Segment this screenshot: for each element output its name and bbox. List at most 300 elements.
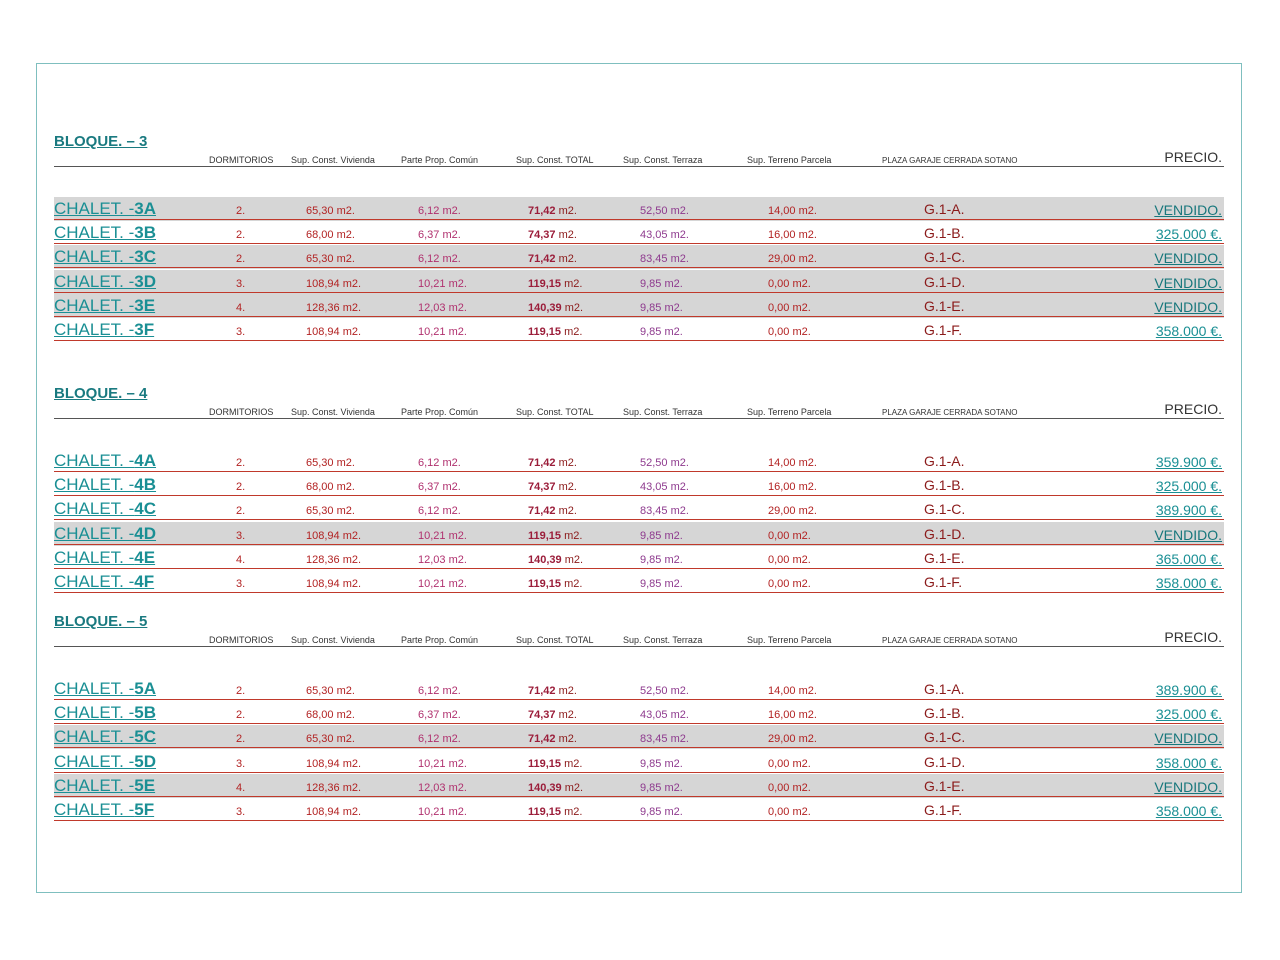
parte-comun-value: 12,03 m2. [418,781,467,794]
sup-parcela-value: 29,00 m2. [768,733,817,746]
chalet-id: 5D [134,751,157,771]
table-row [54,750,1224,774]
garaje-value: G.1-C. [924,729,966,746]
row-underline [54,471,1224,472]
sup-terraza-value: 9,85 m2. [640,806,683,818]
parte-comun-value: 6,12 m2. [418,205,461,217]
parte-comun-value: 6,12 m2. [418,505,461,518]
sup-terraza-value: 52,50 m2. [640,457,689,469]
sup-total-unit: m2. [561,277,583,290]
parte-comun-value: 6,37 m2. [418,229,461,242]
chalet-link[interactable] [54,247,156,267]
table-row [54,449,1224,473]
block-title: BLOQUE. – 3 [54,133,148,150]
chalet-id: 3C [134,247,157,267]
precio-link[interactable]: 359.900 €. [1155,454,1222,470]
parte-comun-value: 10,21 m2. [418,578,467,590]
row-underline [54,340,1224,341]
sup-total-number: 71,42 [528,685,556,697]
parte-comun-value: 6,12 m2. [418,733,461,746]
sup-terraza-value: 43,05 m2. [640,481,689,494]
header-dormitorios: DORMITORIOS [209,635,274,645]
precio-link[interactable]: VENDIDO. [1154,730,1222,747]
header-sup-total: Sup. Const. TOTAL [516,407,594,417]
parte-comun-value: 6,37 m2. [418,709,461,722]
dormitorios-value: 4. [236,781,246,794]
table-row [54,318,1224,342]
precio-link[interactable]: 325.000 €. [1155,706,1222,723]
dormitorios-value: 4. [236,301,246,314]
sup-terraza-value: 83,45 m2. [640,253,689,266]
sup-total-number: 71,42 [528,205,556,217]
garaje-value: G.1-B. [924,477,965,494]
header-sup-parcela: Sup. Terreno Parcela [747,635,832,645]
chalet-link[interactable] [54,776,155,796]
sup-total-unit: m2. [561,529,583,542]
parte-comun-value: 12,03 m2. [418,553,467,566]
chalet-prefix: CHALET. - [54,727,135,747]
row-underline [54,316,1224,317]
sup-vivienda-value: 65,30 m2. [306,205,355,217]
sup-vivienda-value: 65,30 m2. [306,253,355,266]
sup-vivienda-value: 65,30 m2. [306,457,355,469]
chalet-link[interactable] [54,548,155,568]
sup-terraza-value: 9,85 m2. [640,757,683,770]
sup-parcela-value: 14,00 m2. [768,205,817,217]
sup-total-number: 74,37 [528,229,556,242]
chalet-id: 5C [134,727,157,747]
chalet-prefix: CHALET. - [54,800,135,819]
precio-link[interactable]: 365.000 €. [1155,550,1222,567]
table-row [54,294,1224,318]
sup-total-number: 71,42 [528,457,556,469]
table-row [54,221,1224,245]
chalet-link[interactable] [54,727,156,747]
chalet-link[interactable] [54,223,156,243]
garaje-value: G.1-A. [924,201,965,217]
table-row [54,197,1224,221]
chalet-prefix: CHALET. - [54,547,135,567]
chalet-prefix: CHALET. - [54,703,135,723]
dormitorios-value: 2. [236,253,246,266]
sup-terraza-value: 52,50 m2. [640,205,689,217]
sup-vivienda-value: 108,94 m2. [306,757,362,770]
sup-total-value [528,457,577,469]
dormitorios-value: 2. [236,709,246,722]
row-underline [54,519,1224,520]
sup-total-value [528,733,577,745]
dormitorios-value: 3. [236,757,246,770]
header-dormitorios: DORMITORIOS [209,407,274,417]
sup-parcela-value: 16,00 m2. [768,481,817,494]
sup-vivienda-value: 108,94 m2. [306,277,362,290]
chalet-link[interactable] [54,296,155,316]
garaje-value: G.1-A. [924,453,965,469]
chalet-prefix: CHALET. - [54,271,135,291]
sup-parcela-value: 0,00 m2. [768,277,811,290]
row-underline [54,699,1224,700]
table-row [54,798,1224,822]
parte-comun-value: 10,21 m2. [418,529,467,542]
precio-link[interactable]: 358.000 €. [1155,754,1222,771]
sup-parcela-value: 29,00 m2. [768,253,817,266]
chalet-link[interactable] [54,752,156,772]
sup-terraza-value: 9,85 m2. [640,301,683,314]
sup-total-unit: m2. [555,229,577,242]
dormitorios-value: 3. [236,578,246,590]
chalet-prefix: CHALET. - [54,451,135,470]
chalet-prefix: CHALET. - [54,223,135,243]
precio-link[interactable]: VENDIDO. [1154,298,1222,315]
parte-comun-value: 10,21 m2. [418,277,467,290]
row-underline [54,723,1224,724]
header-sup-terraza: Sup. Const. Terraza [623,155,703,165]
dormitorios-value: 4. [236,553,246,566]
garaje-value: G.1-D. [924,525,966,542]
sup-vivienda-value: 128,36 m2. [306,553,362,566]
table-header [54,149,1224,167]
sup-total-number: 71,42 [528,505,556,518]
header-parte-comun: Parte Prop. Común [401,155,479,165]
header-garaje: PLAZA GARAJE CERRADA SOTANO [882,408,1018,417]
table-header [54,629,1224,647]
parte-comun-value: 6,37 m2. [418,481,461,494]
sup-parcela-value: 0,00 m2. [768,757,811,770]
dormitorios-value: 2. [236,685,246,697]
chalet-link[interactable] [54,272,156,292]
sup-vivienda-value: 65,30 m2. [306,505,355,518]
sup-parcela-value: 29,00 m2. [768,505,817,518]
sup-parcela-value: 14,00 m2. [768,685,817,697]
chalet-link[interactable] [54,320,154,340]
header-garaje: PLAZA GARAJE CERRADA SOTANO [882,636,1018,645]
precio-link[interactable]: 358.000 €. [1155,803,1222,819]
sup-total-unit: m2. [555,733,577,746]
chalet-prefix: CHALET. - [54,199,135,218]
chalet-prefix: CHALET. - [54,679,135,698]
sup-vivienda-value: 68,00 m2. [306,481,355,494]
row-underline [54,772,1224,773]
chalet-link[interactable] [54,451,156,471]
chalet-id: 5B [134,703,157,723]
precio-link[interactable]: VENDIDO. [1154,274,1222,291]
sup-total-value [528,326,582,338]
sup-total-number: 119,15 [528,578,562,590]
garaje-value: G.1-D. [924,273,966,290]
sup-total-value [528,278,582,290]
dormitorios-value: 3. [236,277,246,290]
sup-vivienda-value: 128,36 m2. [306,301,362,314]
table-row [54,701,1224,725]
header-parte-comun: Parte Prop. Común [401,407,479,417]
sup-terraza-value: 43,05 m2. [640,709,689,722]
dormitorios-value: 2. [236,733,246,746]
dormitorios-value: 2. [236,205,246,217]
garaje-value: G.1-B. [924,225,965,242]
sup-parcela-value: 14,00 m2. [768,457,817,469]
precio-link[interactable]: VENDIDO. [1154,526,1222,543]
garaje-value: G.1-C. [924,249,966,266]
row-underline [54,747,1224,748]
table-row [54,473,1224,497]
parte-comun-value: 10,21 m2. [418,757,467,770]
parte-comun-value: 6,12 m2. [418,685,461,697]
precio-link[interactable]: 325.000 €. [1155,478,1222,495]
sup-parcela-value: 16,00 m2. [768,229,817,242]
sup-total-unit: m2. [561,806,583,818]
sup-total-number: 74,37 [528,709,556,722]
sup-total-value [528,782,583,794]
dormitorios-value: 2. [236,505,246,518]
sup-parcela-value: 0,00 m2. [768,553,811,566]
garaje-value: G.1-F. [924,802,963,818]
header-sup-total: Sup. Const. TOTAL [516,155,594,165]
sup-total-unit: m2. [561,301,584,314]
precio-link[interactable]: VENDIDO. [1154,778,1222,795]
sup-total-number: 119,15 [528,326,562,338]
parte-comun-value: 6,12 m2. [418,253,461,266]
table-row [54,725,1224,749]
sup-terraza-value: 9,85 m2. [640,326,683,338]
sup-terraza-value: 9,85 m2. [640,553,683,566]
precio-link[interactable]: 358.000 €. [1155,323,1222,339]
precio-link[interactable]: VENDIDO. [1154,250,1222,267]
block-title: BLOQUE. – 4 [54,385,148,402]
garaje-value: G.1-D. [924,753,966,770]
header-precio: PRECIO. [1164,401,1222,417]
header-sup-total: Sup. Const. TOTAL [516,635,594,645]
sup-total-value [528,205,577,217]
precio-link[interactable]: 358.000 €. [1155,575,1222,591]
chalet-prefix: CHALET. - [54,523,135,543]
row-underline [54,292,1224,293]
garaje-value: G.1-B. [924,705,965,722]
sup-total-number: 119,15 [528,806,562,818]
chalet-link[interactable] [54,524,156,544]
dormitorios-value: 2. [236,229,246,242]
sup-total-value [528,685,577,697]
sup-vivienda-value: 108,94 m2. [306,806,362,818]
parte-comun-value: 12,03 m2. [418,301,467,314]
sup-total-number: 140,39 [528,301,562,314]
sup-total-number: 71,42 [528,253,556,266]
table-row [54,677,1224,701]
precio-link[interactable]: 389.900 €. [1155,682,1222,698]
sup-total-unit: m2. [555,505,577,518]
precio-link[interactable]: 389.900 €. [1155,502,1222,519]
garaje-value: G.1-E. [924,549,965,566]
chalet-id: 3D [134,271,157,291]
chalet-link[interactable] [54,679,156,699]
sup-terraza-value: 9,85 m2. [640,529,683,542]
chalet-id: 4F [134,572,155,591]
table-row [54,497,1224,521]
precio-link[interactable]: 325.000 €. [1155,226,1222,243]
garaje-value: G.1-A. [924,681,965,697]
header-sup-vivienda: Sup. Const. Vivienda [291,635,375,645]
sup-total-value [528,530,582,542]
chalet-prefix: CHALET. - [54,572,135,591]
parte-comun-value: 6,12 m2. [418,457,461,469]
header-sup-vivienda: Sup. Const. Vivienda [291,407,375,417]
sup-total-unit: m2. [555,685,577,697]
row-underline [54,568,1224,569]
sup-total-number: 119,15 [528,277,562,290]
sup-total-unit: m2. [555,481,577,494]
chalet-id: 3E [134,295,156,315]
table-row [54,546,1224,570]
sup-total-unit: m2. [555,709,577,722]
dormitorios-value: 2. [236,481,246,494]
chalet-link[interactable] [54,800,154,820]
sup-terraza-value: 83,45 m2. [640,733,689,746]
header-garaje: PLAZA GARAJE CERRADA SOTANO [882,156,1018,165]
chalet-id: 3A [134,199,157,218]
chalet-id: 4C [134,499,157,519]
dormitorios-value: 3. [236,326,246,338]
garaje-value: G.1-F. [924,574,963,590]
row-underline [54,796,1224,797]
table-row [54,774,1224,798]
chalet-prefix: CHALET. - [54,475,135,495]
sup-total-value [528,578,582,590]
chalet-id: 5F [134,800,155,819]
sup-terraza-value: 43,05 m2. [640,229,689,242]
table-header [54,401,1224,419]
chalet-prefix: CHALET. - [54,499,135,519]
sup-total-unit: m2. [561,781,584,794]
chalet-link[interactable] [54,703,156,723]
garaje-value: G.1-F. [924,322,963,338]
header-sup-vivienda: Sup. Const. Vivienda [291,155,375,165]
sup-total-value [528,302,583,314]
chalet-prefix: CHALET. - [54,775,135,795]
sup-vivienda-value: 108,94 m2. [306,529,362,542]
chalet-id: 3B [134,223,157,243]
sup-parcela-value: 0,00 m2. [768,301,811,314]
block-title: BLOQUE. – 5 [54,613,148,630]
sup-total-unit: m2. [561,553,584,566]
dormitorios-value: 3. [236,529,246,542]
sup-terraza-value: 52,50 m2. [640,685,689,697]
sup-total-unit: m2. [555,205,577,217]
chalet-id: 5A [134,679,157,698]
sup-vivienda-value: 108,94 m2. [306,578,362,590]
header-sup-parcela: Sup. Terreno Parcela [747,407,832,417]
sup-total-unit: m2. [561,578,583,590]
table-row [54,570,1224,594]
header-parte-comun: Parte Prop. Común [401,635,479,645]
chalet-prefix: CHALET. - [54,295,135,315]
sup-total-value [528,554,583,566]
sup-vivienda-value: 128,36 m2. [306,781,362,794]
sup-parcela-value: 0,00 m2. [768,529,811,542]
sup-terraza-value: 9,85 m2. [640,277,683,290]
sup-parcela-value: 0,00 m2. [768,781,811,794]
sup-parcela-value: 0,00 m2. [768,326,811,338]
sup-total-value [528,758,582,770]
garaje-value: G.1-C. [924,501,966,518]
sup-total-number: 74,37 [528,481,556,494]
sup-total-unit: m2. [561,757,583,770]
row-underline [54,820,1224,821]
chalet-id: 3F [134,320,155,339]
sup-total-value [528,709,577,721]
table-row [54,245,1224,269]
sup-total-value [528,505,577,517]
parte-comun-value: 10,21 m2. [418,326,467,338]
sup-total-unit: m2. [555,253,577,266]
garaje-value: G.1-E. [924,777,965,794]
chalet-prefix: CHALET. - [54,320,135,339]
chalet-id: 4B [134,475,157,495]
chalet-link[interactable] [54,499,156,519]
sup-total-number: 119,15 [528,529,562,542]
chalet-prefix: CHALET. - [54,751,135,771]
parte-comun-value: 10,21 m2. [418,806,467,818]
sup-total-number: 140,39 [528,781,562,794]
header-sup-terraza: Sup. Const. Terraza [623,407,703,417]
sup-total-number: 140,39 [528,553,562,566]
sup-vivienda-value: 65,30 m2. [306,685,355,697]
sup-total-value [528,806,582,818]
sup-terraza-value: 9,85 m2. [640,781,683,794]
precio-link[interactable]: VENDIDO. [1154,202,1222,218]
chalet-link[interactable] [54,475,156,495]
chalet-id: 4D [134,523,157,543]
sup-terraza-value: 83,45 m2. [640,505,689,518]
dormitorios-value: 3. [236,806,246,818]
sup-total-number: 71,42 [528,733,556,746]
row-underline [54,495,1224,496]
table-row [54,522,1224,546]
header-sup-parcela: Sup. Terreno Parcela [747,155,832,165]
sup-vivienda-value: 65,30 m2. [306,733,355,746]
chalet-id: 4A [134,451,157,470]
chalet-prefix: CHALET. - [54,247,135,267]
sup-parcela-value: 0,00 m2. [768,578,811,590]
chalet-id: 5E [134,775,156,795]
row-underline [54,592,1224,593]
row-underline [54,544,1224,545]
header-precio: PRECIO. [1164,629,1222,645]
table-row [54,270,1224,294]
garaje-value: G.1-E. [924,297,965,314]
dormitorios-value: 2. [236,457,246,469]
sup-total-value [528,253,577,265]
header-precio: PRECIO. [1164,149,1222,165]
sup-total-number: 119,15 [528,757,562,770]
chalet-link[interactable] [54,199,156,219]
sup-parcela-value: 0,00 m2. [768,806,811,818]
sup-total-unit: m2. [555,457,577,469]
sup-total-value [528,229,577,241]
sup-parcela-value: 16,00 m2. [768,709,817,722]
sup-vivienda-value: 68,00 m2. [306,709,355,722]
sup-vivienda-value: 108,94 m2. [306,326,362,338]
row-underline [54,243,1224,244]
header-sup-terraza: Sup. Const. Terraza [623,635,703,645]
row-underline [54,267,1224,268]
chalet-link[interactable] [54,572,154,592]
sup-total-unit: m2. [561,326,583,338]
row-underline [54,219,1224,220]
sup-total-value [528,481,577,493]
sup-terraza-value: 9,85 m2. [640,578,683,590]
sup-vivienda-value: 68,00 m2. [306,229,355,242]
chalet-id: 4E [134,547,156,567]
header-dormitorios: DORMITORIOS [209,155,274,165]
